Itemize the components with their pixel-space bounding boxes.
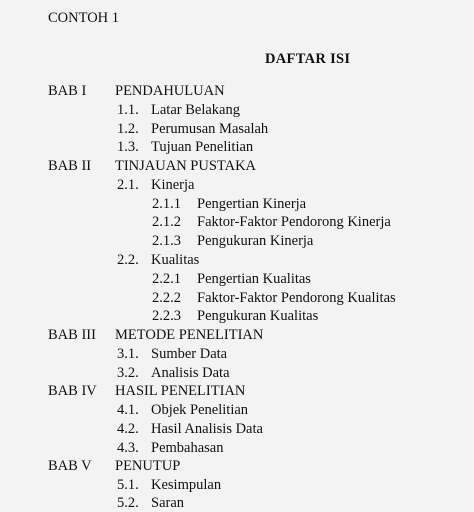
- section-number: 3.1.: [117, 346, 139, 362]
- subsection-number: 2.2.1: [152, 271, 181, 287]
- subsection-number: 2.1.2: [152, 214, 181, 230]
- section-title: Latar Belakang: [151, 102, 240, 118]
- section-title: Pembahasan: [151, 440, 224, 456]
- subsection-number: 2.2.3: [152, 308, 181, 324]
- section-number: 5.2.: [117, 495, 139, 511]
- section-number: 1.3.: [117, 139, 139, 155]
- subsection-title: Pengertian Kinerja: [197, 196, 307, 212]
- chapter-title: PENUTUP: [115, 458, 181, 474]
- chapter-title: METODE PENELITIAN: [115, 327, 264, 343]
- section-number: 1.1.: [117, 102, 139, 118]
- subsection-title: Faktor-Faktor Pendorong Kinerja: [197, 214, 391, 230]
- section-title: Hasil Analisis Data: [151, 421, 263, 437]
- subsection-number: 2.2.2: [152, 290, 181, 306]
- example-label: CONTOH 1: [48, 10, 120, 26]
- chapter-title: TINJAUAN PUSTAKA: [115, 158, 257, 174]
- subsection-number: 2.1.1: [152, 196, 181, 212]
- chapter-number: BAB I: [48, 83, 87, 99]
- chapter-number: BAB II: [48, 158, 92, 174]
- section-title: Perumusan Masalah: [151, 121, 269, 137]
- section-title: Tujuan Penelitian: [151, 139, 254, 155]
- chapter-number: BAB IV: [48, 383, 97, 399]
- section-title: Saran: [151, 495, 185, 511]
- subsection-title: Faktor-Faktor Pendorong Kualitas: [197, 290, 396, 306]
- section-number: 4.2.: [117, 421, 139, 437]
- subsection-title: Pengukuran Kinerja: [197, 233, 314, 249]
- page-title: DAFTAR ISI: [265, 51, 351, 67]
- section-title: Analisis Data: [151, 365, 230, 381]
- section-title: Sumber Data: [151, 346, 228, 362]
- subsection-title: Pengertian Kualitas: [197, 271, 311, 287]
- chapter-title: PENDAHULUAN: [115, 83, 225, 99]
- section-title: Kesimpulan: [151, 477, 222, 493]
- section-number: 2.2.: [117, 252, 139, 268]
- chapter-number: BAB V: [48, 458, 92, 474]
- section-title: Kinerja: [151, 177, 195, 193]
- section-number: 3.2.: [117, 365, 139, 381]
- section-number: 5.1.: [117, 477, 139, 493]
- section-number: 2.1.: [117, 177, 139, 193]
- chapter-number: BAB III: [48, 327, 96, 343]
- chapter-title: HASIL PENELITIAN: [115, 383, 246, 399]
- subsection-title: Pengukuran Kualitas: [197, 308, 319, 324]
- section-title: Kualitas: [151, 252, 200, 268]
- section-number: 1.2.: [117, 121, 139, 137]
- section-number: 4.1.: [117, 402, 139, 418]
- section-number: 4.3.: [117, 440, 139, 456]
- subsection-number: 2.1.3: [152, 233, 181, 249]
- section-title: Objek Penelitian: [151, 402, 249, 418]
